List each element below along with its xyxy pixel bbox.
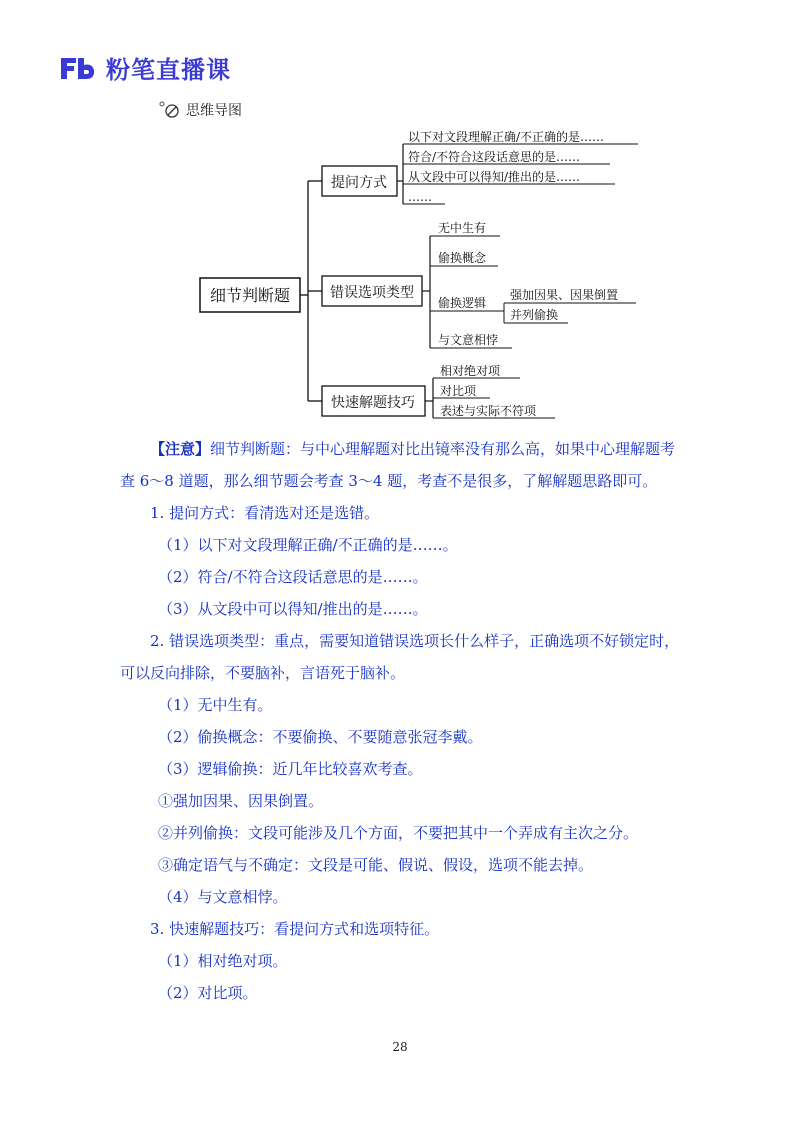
- list-item: （1）以下对文段理解正确/不正确的是……。: [158, 536, 458, 554]
- heading-question-style: 1. 提问方式：看清选对还是选错。: [150, 504, 380, 522]
- mindmap-leaf: 与文意相悖: [438, 333, 499, 347]
- section-title: 思维导图: [186, 103, 242, 119]
- list-item: ①强加因果、因果倒置。: [158, 792, 324, 810]
- mindmap-branch-questions: 提问方式: [331, 175, 387, 191]
- mindmap-leaf: 相对绝对项: [440, 364, 501, 378]
- mindmap-leaf: 对比项: [440, 384, 477, 398]
- page-number: 28: [392, 1040, 408, 1054]
- mindmap-leaf: 无中生有: [438, 221, 487, 235]
- brand-logo: [58, 50, 231, 85]
- brand-name: 粉笔直播课: [106, 56, 231, 84]
- mindmap-leaf: 符合/不符合这段话意思的是……: [408, 150, 581, 164]
- mindmap-leaf: 以下对文段理解正确/不正确的是……: [408, 130, 605, 144]
- list-item: （3）从文段中可以得知/推出的是……。: [158, 600, 428, 618]
- list-item: （3）逻辑偷换：近几年比较喜欢考查。: [158, 760, 423, 778]
- mindmap-branch-tips: 快速解题技巧: [331, 395, 415, 411]
- heading-quick-tips: 3. 快速解题技巧：看提问方式和选项特征。: [150, 920, 440, 938]
- list-item: （2）偷换概念：不要偷换、不要随意张冠李戴。: [158, 728, 483, 746]
- mindmap-root: 细节判断题: [209, 286, 291, 305]
- mindmap-branch-error-types: 错误选项类型: [330, 285, 414, 301]
- pen-circle-icon: [158, 100, 182, 120]
- mindmap-leaf: 从文段中可以得知/推出的是……: [408, 170, 581, 184]
- note-paragraph: [120, 433, 690, 497]
- list-item: （2）对比项。: [158, 984, 258, 1002]
- list-item: （1）相对绝对项。: [158, 952, 288, 970]
- mind-map: [190, 126, 650, 426]
- list-item: （1）无中生有。: [158, 696, 273, 714]
- list-item: （2）符合/不符合这段话意思的是……。: [158, 568, 428, 586]
- heading-error-types: 2. 错误选项类型：重点，需要知道错误选项长什么样子，正确选项不好锁定时，可以反向排除，不要脑补，言语死于脑补。: [120, 632, 680, 682]
- note-bracket: 【注意】: [150, 440, 211, 458]
- list-item: ③确定语气与不确定：文段是可能、假说、假设，选项不能去掉。: [158, 856, 594, 874]
- mindmap-leaf: ……: [408, 190, 432, 204]
- note-text: 细节判断题：与中心理解题对比出镜率没有那么高，如果中心理解题考查 6～8 道题，那么细节题会考查 3～4 题，考查不是很多，了解解题思路即可。: [120, 440, 676, 490]
- section-heading: [158, 100, 242, 120]
- mindmap-leaf: 偷换逻辑: [438, 296, 487, 310]
- list-item: （4）与文意相悖。: [158, 888, 288, 906]
- fb-logo-icon: [58, 55, 98, 81]
- mindmap-sub-leaf: 并列偷换: [510, 308, 559, 322]
- mindmap-sub-leaf: 强加因果、因果倒置: [510, 288, 619, 302]
- list-item: ②并列偷换：文段可能涉及几个方面，不要把其中一个弄成有主次之分。: [158, 824, 639, 842]
- mindmap-leaf: 偷换概念: [438, 251, 487, 265]
- content-body: [120, 433, 690, 1009]
- mindmap-leaf: 表述与实际不符项: [440, 404, 537, 418]
